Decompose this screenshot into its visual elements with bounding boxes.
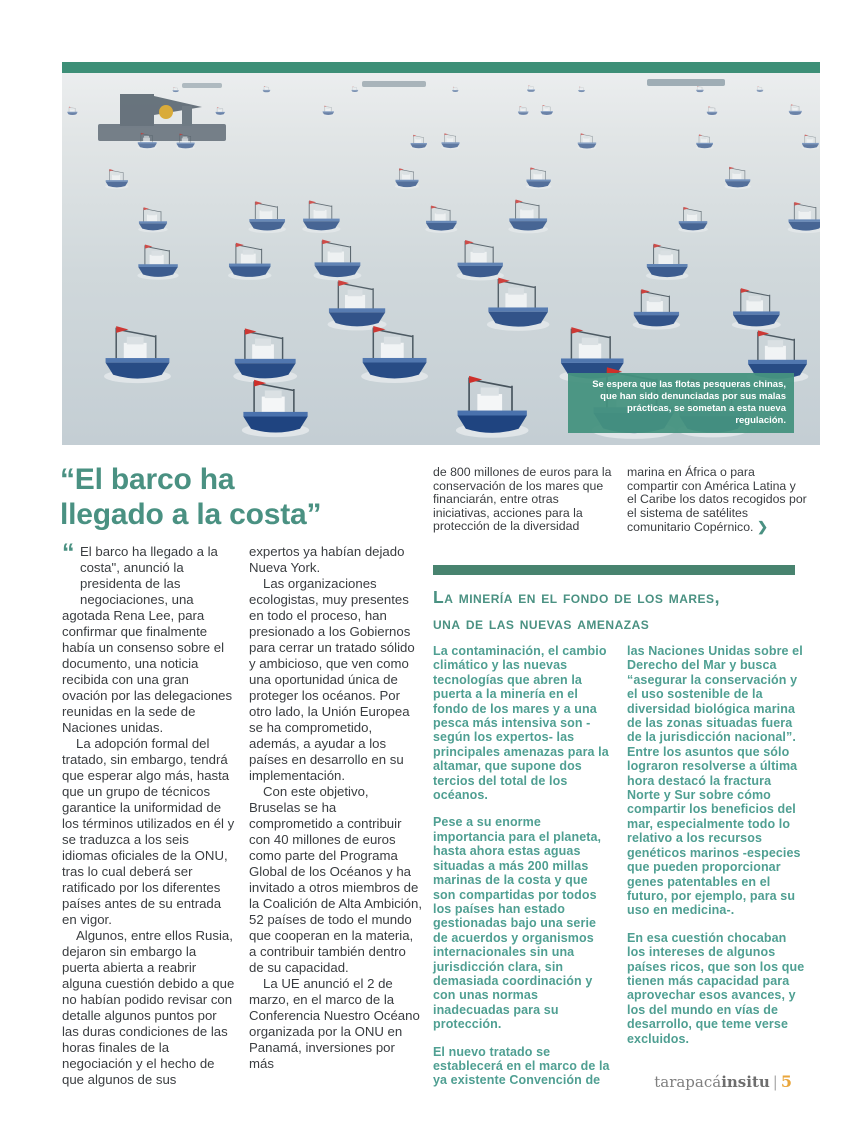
paragraph: marina en África o para compartir con América Latina y el Caribe los datos recogidos por el sistema de satélites comunitario Copérnico. ❯ xyxy=(627,465,807,534)
hero-photo xyxy=(62,62,820,445)
paragraph: La contaminación, el cambio climático y las nuevas tecnologías que abren la puerta a la minería en el fondo de los mares y a una pesca más intensiva son -según los expertos- las principales amenazas para la altamar, que supone dos tercios del total de los océanos. xyxy=(433,644,609,803)
article-column-4 xyxy=(627,466,807,535)
sidebar-column-1 xyxy=(433,644,613,1101)
paragraph: El nuevo tratado se establecerá en el marco de la ya existente Convención de xyxy=(433,1044,610,1088)
paragraph: La UE anunció el 2 de marzo, en el marco de la Conferencia Nuestro Océano organizada por la ONU en Panamá, inversiones por más xyxy=(249,976,420,1071)
article-column-1 xyxy=(62,539,235,1088)
footer-divider: | xyxy=(772,1073,778,1091)
headline-line: llegado a la costa” xyxy=(60,498,322,531)
sidebar-column-2 xyxy=(627,644,807,1101)
article-headline xyxy=(60,462,420,532)
paragraph: expertos ya habían dejado Nueva York. xyxy=(249,544,405,575)
brand-name-regular: tarapacá xyxy=(654,1073,722,1091)
paragraph: “ El barco ha llegado a la costa", anunció la presidenta de las negociaciones, una agotada Rena Lee, para confirmar que finalmente había un consenso sobre el documento, una noticia recibida con una gran ovación por las delegaciones reunidas en la sede de Naciones unidas. xyxy=(62,539,233,735)
paragraph: Las organizaciones ecologistas, muy presentes en todo el proceso, han presionado a los Gobiernos para cerrar un tratado sólido y ambicioso, que ven como una oportunidad única de proteger los océanos. Por otro lado, la Unión Europea se ha comprometido, además, a ayudar a los países en desarrollo en su implementación. xyxy=(249,576,415,783)
page-number: 5 xyxy=(780,1072,792,1091)
distant-ship xyxy=(182,83,222,88)
distant-ship xyxy=(362,81,426,87)
paragraph: de 800 millones de euros para la conservación de los mares que financiarán, entre otras iniciativas, acciones para la protección de la diversidad xyxy=(433,465,612,533)
section-divider-bar xyxy=(433,565,795,575)
quote-icon: “ xyxy=(62,539,75,567)
paragraph: La adopción formal del tratado, sin embargo, tendrá que esperar algo más, hasta que un grupo de técnicos garantice la uniformidad de los términos utilizados en él y se traduzca a los seis idiomas oficiales de la ONU, tras lo cual deberá ser ratificado por los diferentes países antes de su entrada en vigor. xyxy=(62,736,235,927)
distant-ship xyxy=(647,79,725,86)
brand-name-bold: insitu xyxy=(721,1073,770,1091)
sidebar-body xyxy=(433,644,807,1101)
paragraph: Con este objetivo, Bruselas se ha comprometido a contribuir con 40 millones de euros como parte del Programa Global de los Océanos y ha invitado a otros miembros de la Coalición de Alta Ambición, 52 países de todo el mundo que cooperan en la materia, a contribuir también dentro de su capacidad. xyxy=(249,784,423,975)
article-column-2 xyxy=(249,544,422,1088)
sidebar-heading: La minería en el fondo de los mares, una de las nuevas amenazas xyxy=(433,587,720,633)
page-footer xyxy=(654,1072,792,1091)
article-body xyxy=(62,539,423,1088)
paragraph: Pese a su enorme importancia para el planeta, hasta ahora estas aguas situadas a más 200 millas marinas de la costa y que son compartidas por todos los países han estado gestionadas bajo una serie de acuerdos y organismos internacionales sin una jurisdicción clara, sin demasiada coordinación y con unas normas inadecuadas para su protección. xyxy=(433,815,602,1032)
photo-caption: Se espera que las flotas pesqueras chinas, que han sido denunciadas por sus malas prácticas, se sometan a esta nueva regulación. xyxy=(568,373,794,433)
continuation-arrow-icon: ❯ xyxy=(753,519,768,534)
article-column-3 xyxy=(433,466,613,535)
paragraph: En esa cuestión chocaban los intereses de algunos países ricos, que son los que tienen más capacidad para aprovechar esos avances, y los del mundo en vías de desarrollo, que teme verse excluidos. xyxy=(627,930,805,1046)
headline-line: “El barco ha xyxy=(60,463,235,496)
paragraph: Algunos, entre ellos Rusia, dejaron sin embargo la puerta abierta a reabrir alguna cuestión debido a que no habían podido revisar con detalle algunos puntos por las duras condiciones de las horas finales de la negociación y el hecho de que algunos de sus xyxy=(62,928,235,1087)
paragraph: las Naciones Unidas sobre el Derecho del Mar y busca “asegurar la conservación y el uso sostenible de la diversidad biológica marina de las zonas situadas fuera de la jurisdicción nacional”. Entre los asuntos que sólo lograron resolverse a última hora destacó la fractura Norte y Sur sobre cómo compartir los beneficios del mar, especialmente todo lo relativo a los recursos genéticos marinos -especies que pueden proporcionar genes patentables en el futuro, por ejemplo, para su uso en medicina-. xyxy=(627,644,803,918)
photo-top-bar xyxy=(62,62,820,73)
article-continuation xyxy=(433,466,807,535)
